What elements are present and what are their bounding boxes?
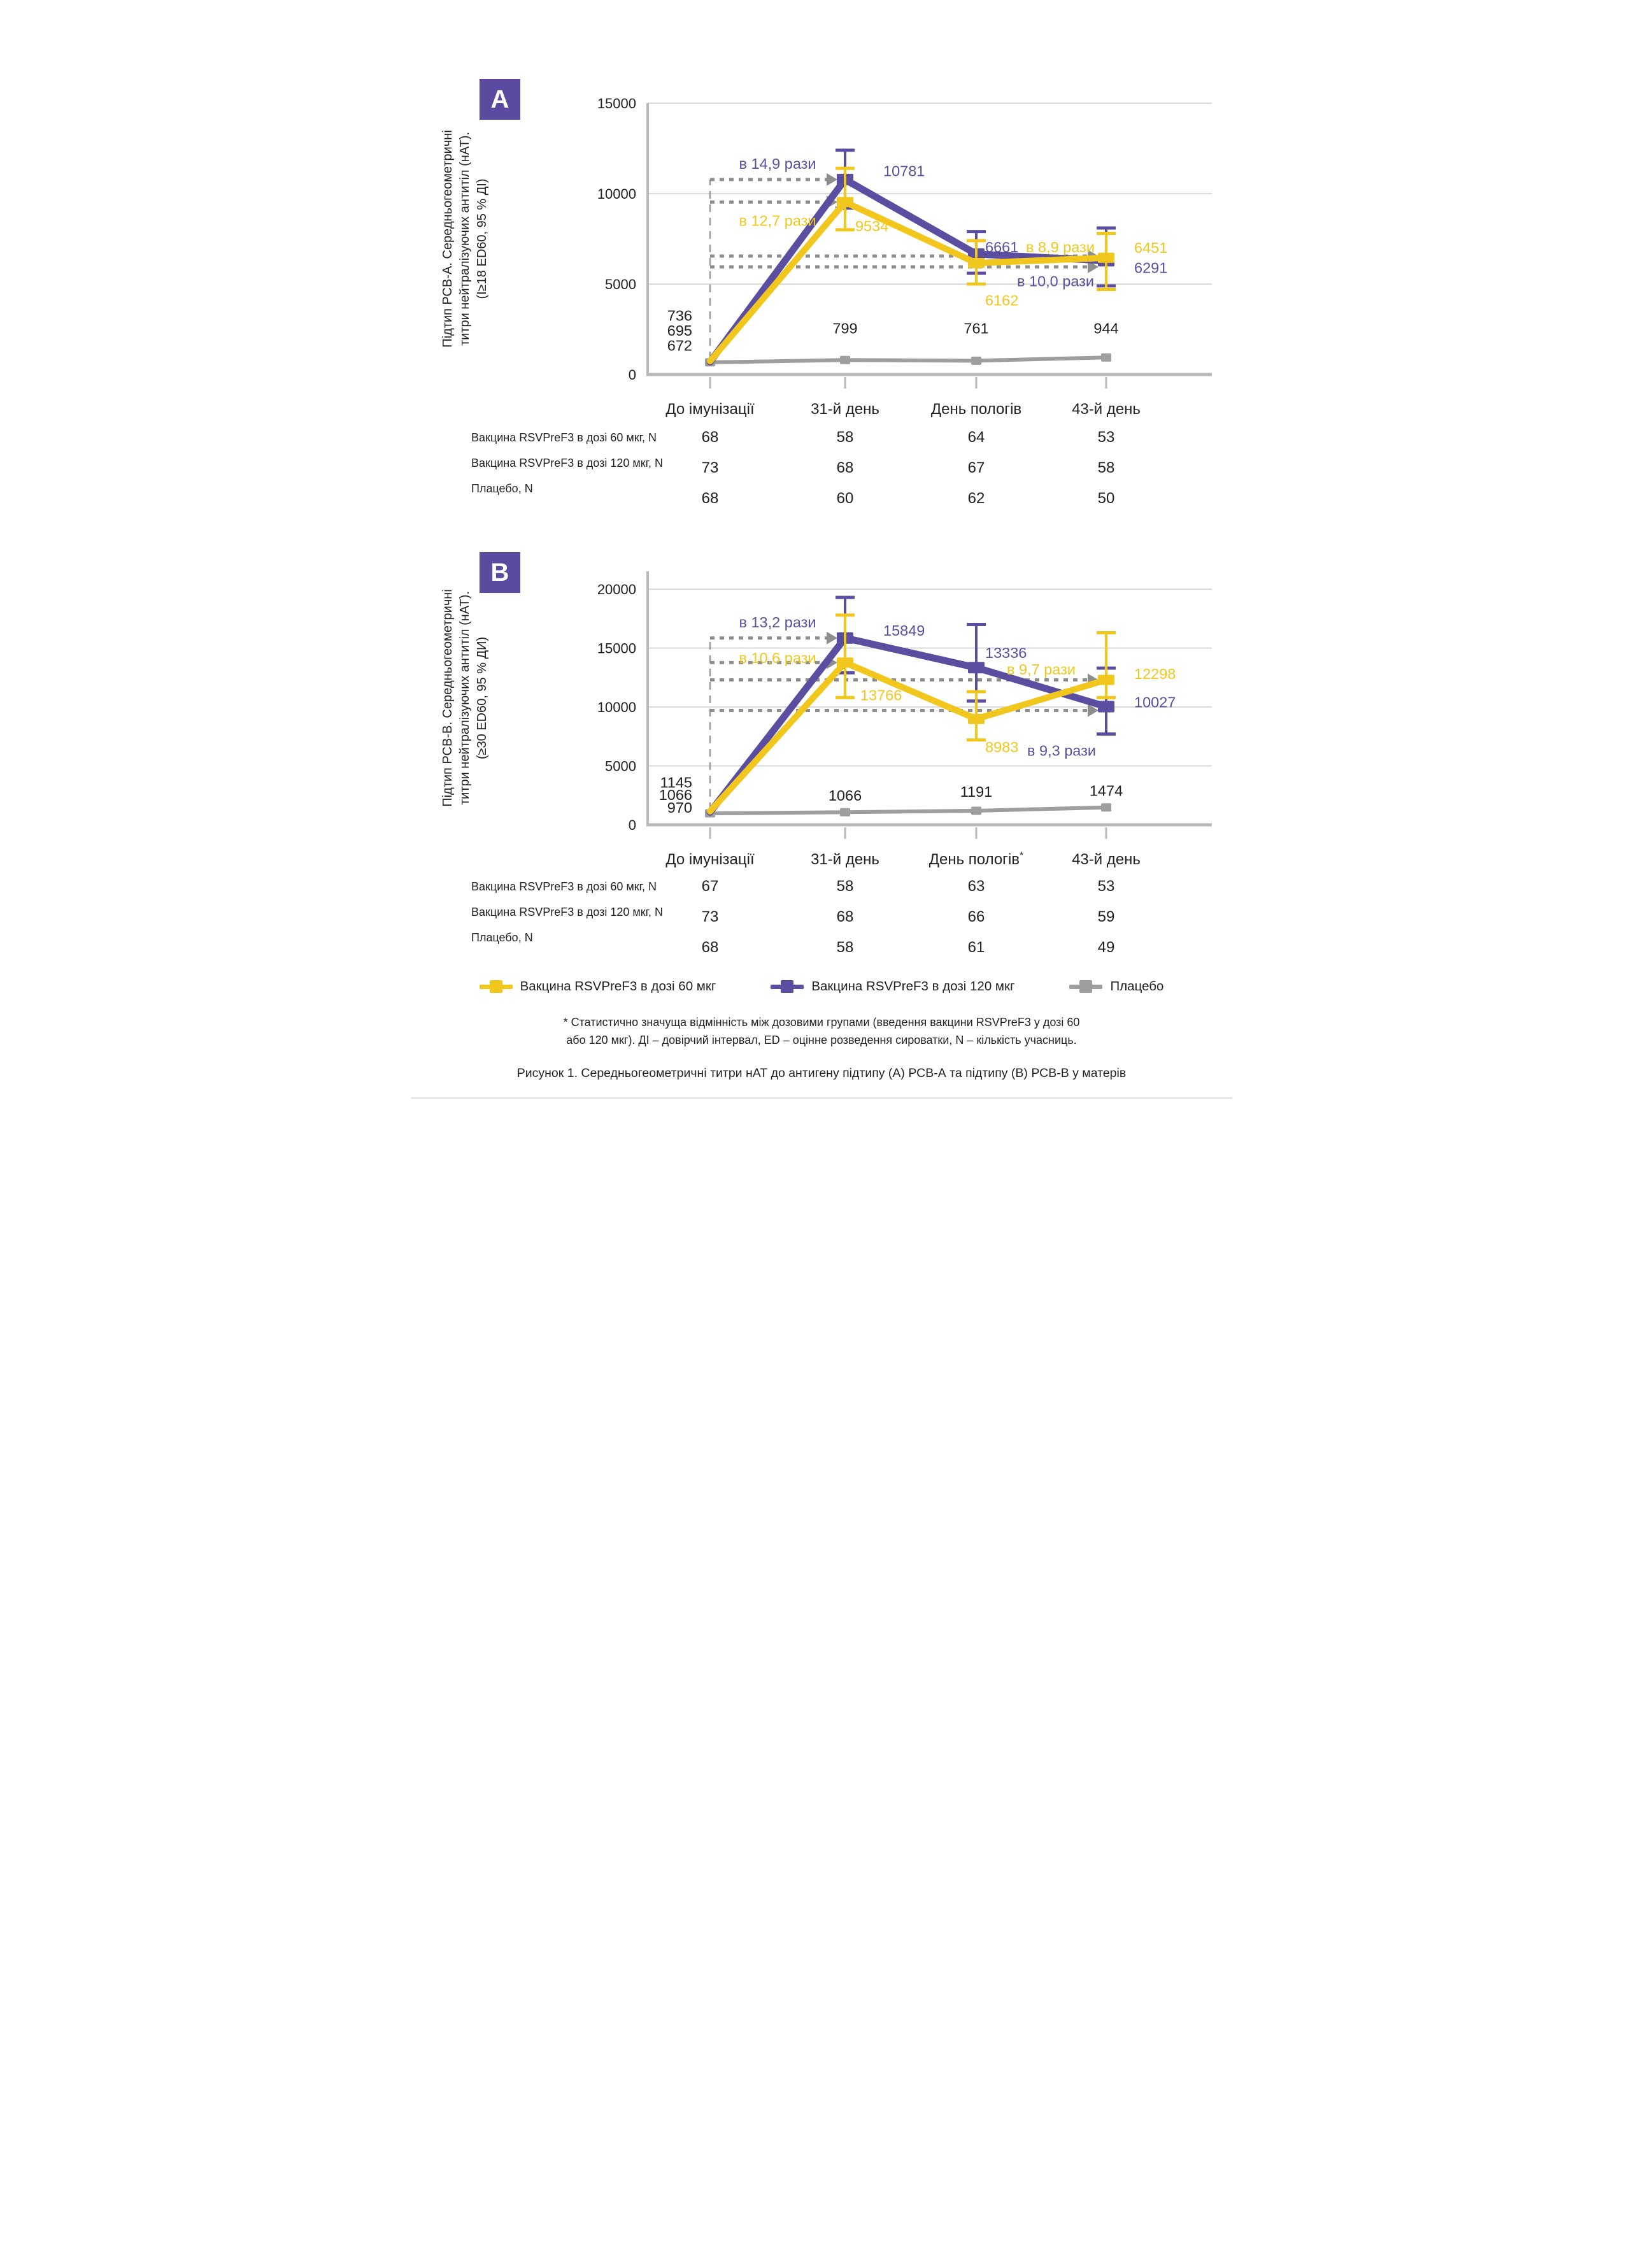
- series-dose60: [710, 168, 1119, 361]
- value-label: 944: [1093, 320, 1119, 337]
- value-label: 1191: [960, 783, 993, 801]
- panel-b-n-table: [411, 878, 1232, 962]
- value-label: 1066: [658, 786, 692, 803]
- footnote: [436, 1014, 1207, 1050]
- n-value: 66: [967, 908, 985, 925]
- y-tick-label: 5000: [605, 276, 636, 292]
- figure-page: [411, 0, 1232, 1134]
- value-label: в 13,2 рази: [739, 613, 816, 631]
- category-label: До імунізації: [665, 401, 755, 418]
- fold-guides: [710, 173, 1099, 359]
- data-marker: [971, 806, 981, 815]
- value-label: 970: [667, 799, 692, 817]
- data-marker: [1098, 674, 1114, 685]
- y-axis-title-line: (≥30 ED60, 95 % ДИ): [475, 636, 489, 760]
- y-tick-label: 5000: [605, 758, 636, 774]
- series-placebo: [705, 803, 1111, 817]
- y-tick-labels: [597, 581, 636, 833]
- value-label: в 8,9 рази: [1026, 238, 1095, 255]
- panel-b-chart: [411, 552, 1232, 874]
- n-value: 68: [701, 429, 719, 446]
- value-label: 15849: [883, 622, 925, 639]
- n-value: 73: [701, 459, 719, 476]
- axes: [646, 103, 1212, 389]
- n-value: 64: [967, 429, 985, 446]
- data-marker: [1101, 353, 1111, 362]
- value-label: 695: [667, 322, 692, 339]
- category-label: 43-й день: [1072, 401, 1141, 418]
- y-axis-title: [441, 589, 489, 807]
- axes: [646, 571, 1212, 839]
- panel-a: [411, 65, 1232, 513]
- data-marker: [1098, 701, 1114, 713]
- value-label: 13766: [860, 687, 902, 704]
- category-label: 43-й день: [1072, 851, 1141, 868]
- panel-a-chart: [411, 65, 1232, 425]
- y-tick-label: 10000: [597, 186, 636, 202]
- category-label: День пологів*: [928, 850, 1024, 868]
- n-table-row-label: Вакцина RSVPreF3 в дозі 60 мкг, N: [471, 431, 657, 444]
- legend-item-placebo: [1069, 978, 1163, 995]
- series-line: [710, 357, 1106, 362]
- legend-marker-icon: [1069, 978, 1102, 995]
- y-axis-title-line: титри нейтралізуючих антитіл (нАТ).: [458, 131, 472, 346]
- n-value: 60: [836, 490, 854, 507]
- bottom-divider: [411, 1097, 1232, 1099]
- y-axis-title-line: (І≥18 ED60, 95 % ДІ): [475, 178, 489, 299]
- n-table-row-label: Плацебо, N: [471, 482, 533, 495]
- legend-marker-icon: [771, 978, 804, 995]
- panel-a-badge: A: [480, 79, 520, 120]
- value-label: 736: [667, 307, 692, 324]
- n-value: 58: [836, 429, 854, 446]
- y-tick-label: 0: [628, 367, 636, 383]
- n-table-row-label: Вакцина RSVPreF3 в дозі 120 мкг, N: [471, 906, 664, 918]
- n-value: 53: [1097, 429, 1115, 446]
- value-label: 799: [832, 320, 858, 337]
- value-label: в 9,7 рази: [1007, 660, 1076, 678]
- data-marker: [837, 197, 853, 207]
- value-label: 1474: [1089, 782, 1123, 799]
- y-axis-title-line: Підтип РСВ-В. Середньогеометричні: [441, 589, 455, 807]
- figure-caption: Рисунок 1. Середньогеометричні титри нАТ до антигену підтипу (А) РСВ-А та підтипу (В) РСВ-В у матерів: [516, 1066, 1127, 1080]
- value-label: 12298: [1134, 666, 1176, 683]
- data-marker: [968, 258, 985, 268]
- data-marker: [1101, 803, 1111, 811]
- n-value: 58: [836, 878, 854, 895]
- category-labels: [665, 401, 1141, 418]
- category-label: 31-й день: [811, 851, 879, 868]
- value-label: 672: [667, 337, 692, 354]
- value-label: в 10,0 рази: [1017, 273, 1095, 290]
- y-tick-label: 0: [628, 817, 636, 833]
- y-axis-title: [441, 130, 489, 348]
- value-label: 10781: [883, 162, 925, 180]
- value-label: 6291: [1134, 259, 1168, 276]
- n-value: 59: [1097, 908, 1115, 925]
- y-tick-label: 15000: [597, 640, 636, 657]
- n-value: 67: [701, 878, 719, 895]
- n-table-row-label: Плацебо, N: [471, 931, 533, 944]
- legend-item-dose60: [480, 978, 716, 995]
- value-label: 6162: [985, 292, 1019, 309]
- legend-label: Вакцина RSVPreF3 в дозі 60 мкг: [520, 979, 716, 994]
- legend: [411, 978, 1232, 995]
- value-label: 6451: [1134, 239, 1168, 257]
- y-axis-title-line: Підтип РСВ-А. Середньогеометричні: [441, 130, 455, 348]
- value-label: 8983: [985, 738, 1019, 755]
- n-value: 63: [967, 878, 985, 895]
- n-value: 73: [701, 908, 719, 925]
- n-value: 62: [967, 490, 985, 507]
- value-label: 13336: [985, 644, 1027, 661]
- y-tick-label: 15000: [597, 96, 636, 111]
- legend-label: Плацебо: [1110, 979, 1164, 994]
- category-label: До імунізації: [665, 851, 755, 868]
- y-axis-title-line: титри нейтралізуючих антитіл (нАТ).: [458, 590, 472, 806]
- value-label: в 12,7 рази: [739, 212, 816, 229]
- legend-item-dose120: [771, 978, 1014, 995]
- value-label: 1145: [660, 774, 692, 791]
- value-label: 9534: [855, 218, 889, 235]
- footnote-line-1: * Статистично значуща відмінність між дозовими групами (введення вакцини RSVPreF3 у дозі 60: [563, 1016, 1080, 1029]
- panel-b: [411, 552, 1232, 962]
- value-label: 6661: [985, 238, 1019, 255]
- data-marker: [837, 657, 853, 667]
- n-value: 68: [701, 490, 719, 507]
- n-value: 58: [1097, 459, 1115, 476]
- value-label: 1066: [828, 787, 862, 804]
- y-tick-label: 20000: [597, 581, 636, 597]
- category-label: День пологів: [930, 401, 1022, 418]
- n-value: 68: [836, 908, 854, 925]
- legend-square: [490, 980, 502, 993]
- n-value: 49: [1097, 939, 1115, 956]
- category-labels: [665, 850, 1141, 868]
- y-tick-labels: [597, 96, 636, 383]
- n-table-row-label: Вакцина RSVPreF3 в дозі 60 мкг, N: [471, 880, 657, 893]
- series-line: [710, 808, 1106, 813]
- series-line: [710, 180, 1106, 362]
- series-dose60: [710, 615, 1116, 811]
- series-placebo: [705, 353, 1111, 367]
- n-value: 58: [836, 939, 854, 956]
- data-marker: [840, 356, 850, 364]
- data-marker: [968, 662, 985, 673]
- data-marker: [971, 357, 981, 365]
- n-table-row-label: Вакцина RSVPreF3 в дозі 120 мкг, N: [471, 457, 664, 469]
- n-value: 53: [1097, 878, 1115, 895]
- value-label: в 10,6 рази: [739, 650, 816, 667]
- arrow-right-icon: [827, 173, 837, 186]
- arrow-right-icon: [827, 632, 837, 645]
- legend-square: [781, 980, 793, 993]
- n-value: 67: [967, 459, 985, 476]
- n-value: 61: [967, 939, 985, 956]
- n-value: 68: [836, 459, 854, 476]
- value-label: в 9,3 рази: [1027, 742, 1096, 759]
- gridlines: [648, 589, 1212, 766]
- value-label: в 14,9 рази: [739, 155, 816, 173]
- category-label: 31-й день: [811, 401, 879, 418]
- footnote-line-2: або 120 мкг). ДІ – довірчий інтервал, ED – оцінне розведення сироватки, N – кількість учасниць.: [566, 1033, 1077, 1046]
- legend-label: Вакцина RSVPreF3 в дозі 120 мкг: [811, 979, 1015, 994]
- value-label: 761: [964, 320, 989, 337]
- panel-a-n-table: [411, 429, 1232, 513]
- panel-b-badge: B: [480, 552, 520, 593]
- data-marker: [1098, 253, 1114, 263]
- data-marker: [968, 714, 985, 724]
- legend-marker-icon: [480, 978, 513, 995]
- data-marker: [840, 808, 850, 817]
- n-value: 68: [701, 939, 719, 956]
- legend-square: [1079, 980, 1092, 993]
- value-label: 10027: [1134, 694, 1176, 711]
- y-tick-label: 10000: [597, 699, 636, 715]
- n-value: 50: [1097, 490, 1115, 507]
